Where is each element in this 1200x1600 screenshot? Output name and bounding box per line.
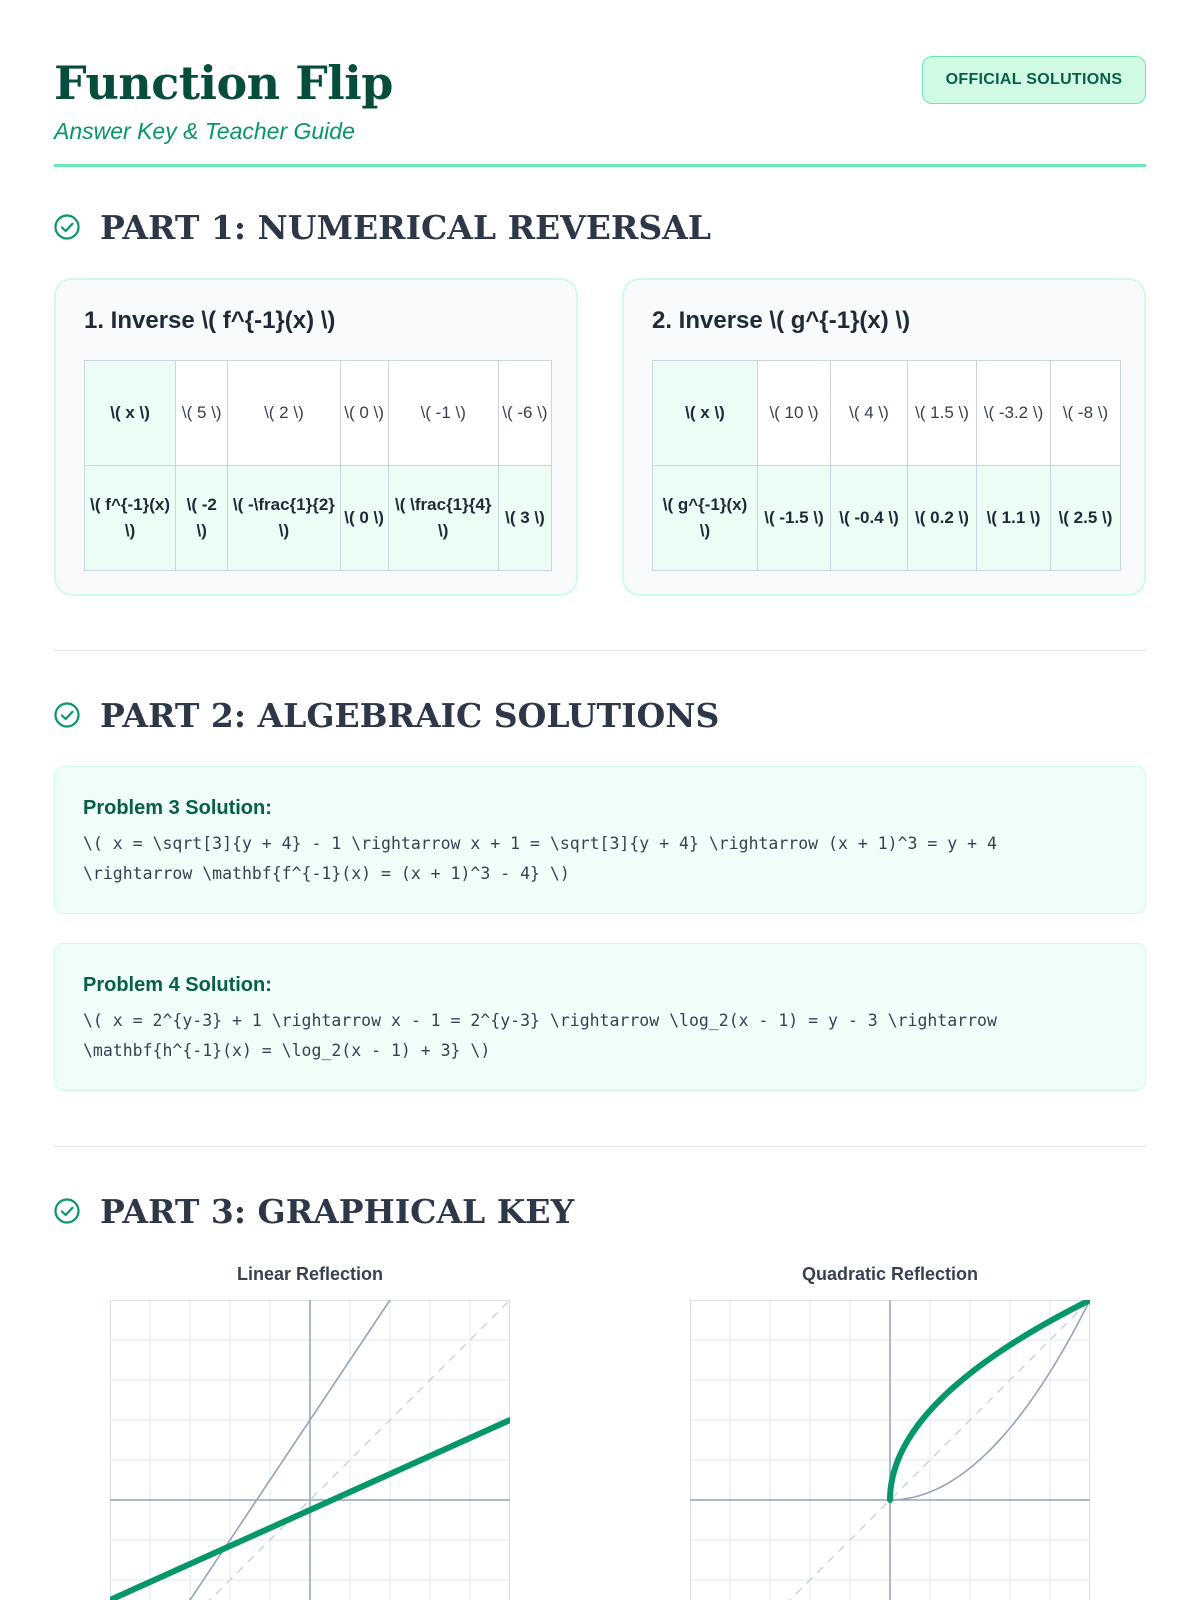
x-value-cell: \( -6 \) bbox=[498, 361, 551, 466]
x-value-cell: \( 4 \) bbox=[831, 361, 908, 466]
graph-title: Quadratic Reflection bbox=[801, 1264, 979, 1284]
y-value-cell: \( 0.2 \) bbox=[908, 466, 977, 571]
x-label-cell: \( x \) bbox=[653, 361, 758, 466]
header bbox=[54, 56, 1146, 167]
y-value-cell: \( 2.5 \) bbox=[1051, 466, 1121, 571]
solution-title: Problem 4 Solution: bbox=[83, 974, 272, 996]
section-divider bbox=[54, 1146, 1146, 1147]
linear-reflection-chart bbox=[110, 1300, 510, 1600]
table-row bbox=[653, 466, 1121, 571]
table-row bbox=[85, 361, 552, 466]
y-label-cell: \( g^{-1}(x) \) bbox=[653, 466, 758, 571]
solution-body bbox=[83, 1006, 1123, 1066]
inverse-g-card bbox=[622, 278, 1146, 596]
card-title: 2. Inverse \( g^{-1}(x) \) bbox=[652, 307, 911, 334]
inverse-f-table bbox=[84, 360, 552, 571]
y-value-cell: \( 3 \) bbox=[498, 466, 551, 571]
page-title: Function Flip bbox=[54, 56, 393, 110]
check-circle-icon bbox=[54, 702, 80, 728]
part3-title: PART 3: GRAPHICAL KEY bbox=[100, 1192, 575, 1231]
y-value-cell: \( 1.1 \) bbox=[977, 466, 1051, 571]
y-value-cell: \( -\frac{1}{2} \) bbox=[228, 466, 340, 571]
problem3-solution-box bbox=[54, 766, 1146, 914]
part1-title: PART 1: NUMERICAL REVERSAL bbox=[100, 208, 711, 247]
x-value-cell: \( 10 \) bbox=[758, 361, 831, 466]
inverse-f-card bbox=[54, 278, 578, 596]
solution-line: \mathbf{h^{-1}(x) = \log_2(x - 1) + 3} \) bbox=[83, 1041, 491, 1060]
y-value-cell: \( -1.5 \) bbox=[758, 466, 831, 571]
solution-title: Problem 3 Solution: bbox=[83, 797, 272, 819]
x-label-cell: \( x \) bbox=[85, 361, 176, 466]
solution-line: \( x = 2^{y-3} + 1 \rightarrow x - 1 = 2^{y-3} \rightarrow \log_2(x - 1) = y - 3 \rightarrow bbox=[83, 1011, 997, 1030]
part2-title: PART 2: ALGEBRAIC SOLUTIONS bbox=[100, 696, 720, 735]
solution-line: \rightarrow \mathbf{f^{-1}(x) = (x + 1)^3 - 4} \) bbox=[83, 864, 570, 883]
x-value-cell: \( -3.2 \) bbox=[977, 361, 1051, 466]
x-value-cell: \( 1.5 \) bbox=[908, 361, 977, 466]
x-value-cell: \( 0 \) bbox=[340, 361, 388, 466]
x-value-cell: \( 2 \) bbox=[228, 361, 340, 466]
linear-reflection-svg bbox=[110, 1300, 510, 1600]
part2-heading bbox=[54, 693, 754, 741]
section-divider bbox=[54, 650, 1146, 651]
part1-heading bbox=[54, 205, 754, 253]
problem4-solution-box bbox=[54, 943, 1146, 1091]
official-solutions-badge: OFFICIAL SOLUTIONS bbox=[922, 56, 1146, 104]
table-row bbox=[653, 361, 1121, 466]
y-value-cell: \( 0 \) bbox=[340, 466, 388, 571]
x-value-cell: \( -1 \) bbox=[388, 361, 498, 466]
page-subtitle: Answer Key & Teacher Guide bbox=[54, 118, 355, 144]
inverse-g-table bbox=[652, 360, 1121, 571]
check-circle-icon bbox=[54, 214, 80, 240]
x-value-cell: \( -8 \) bbox=[1051, 361, 1121, 466]
table-row bbox=[85, 466, 552, 571]
x-value-cell: \( 5 \) bbox=[176, 361, 228, 466]
card-title: 1. Inverse \( f^{-1}(x) \) bbox=[84, 307, 336, 334]
y-label-cell: \( f^{-1}(x) \) bbox=[85, 466, 176, 571]
quadratic-reflection-chart bbox=[690, 1300, 1090, 1600]
solution-body bbox=[83, 829, 1123, 889]
solution-line: \( x = \sqrt[3]{y + 4} - 1 \rightarrow x + 1 = \sqrt[3]{y + 4} \rightarrow (x + 1)^3 = y + 4 bbox=[83, 834, 997, 853]
y-value-cell: \( -2 \) bbox=[176, 466, 228, 571]
quadratic-reflection-svg bbox=[690, 1300, 1090, 1600]
part3-heading bbox=[54, 1189, 754, 1237]
graph-title: Linear Reflection bbox=[236, 1264, 384, 1284]
check-circle-icon bbox=[54, 1198, 80, 1224]
y-value-cell: \( -0.4 \) bbox=[831, 466, 908, 571]
y-value-cell: \( \frac{1}{4} \) bbox=[388, 466, 498, 571]
worksheet-page bbox=[54, 0, 1146, 1600]
